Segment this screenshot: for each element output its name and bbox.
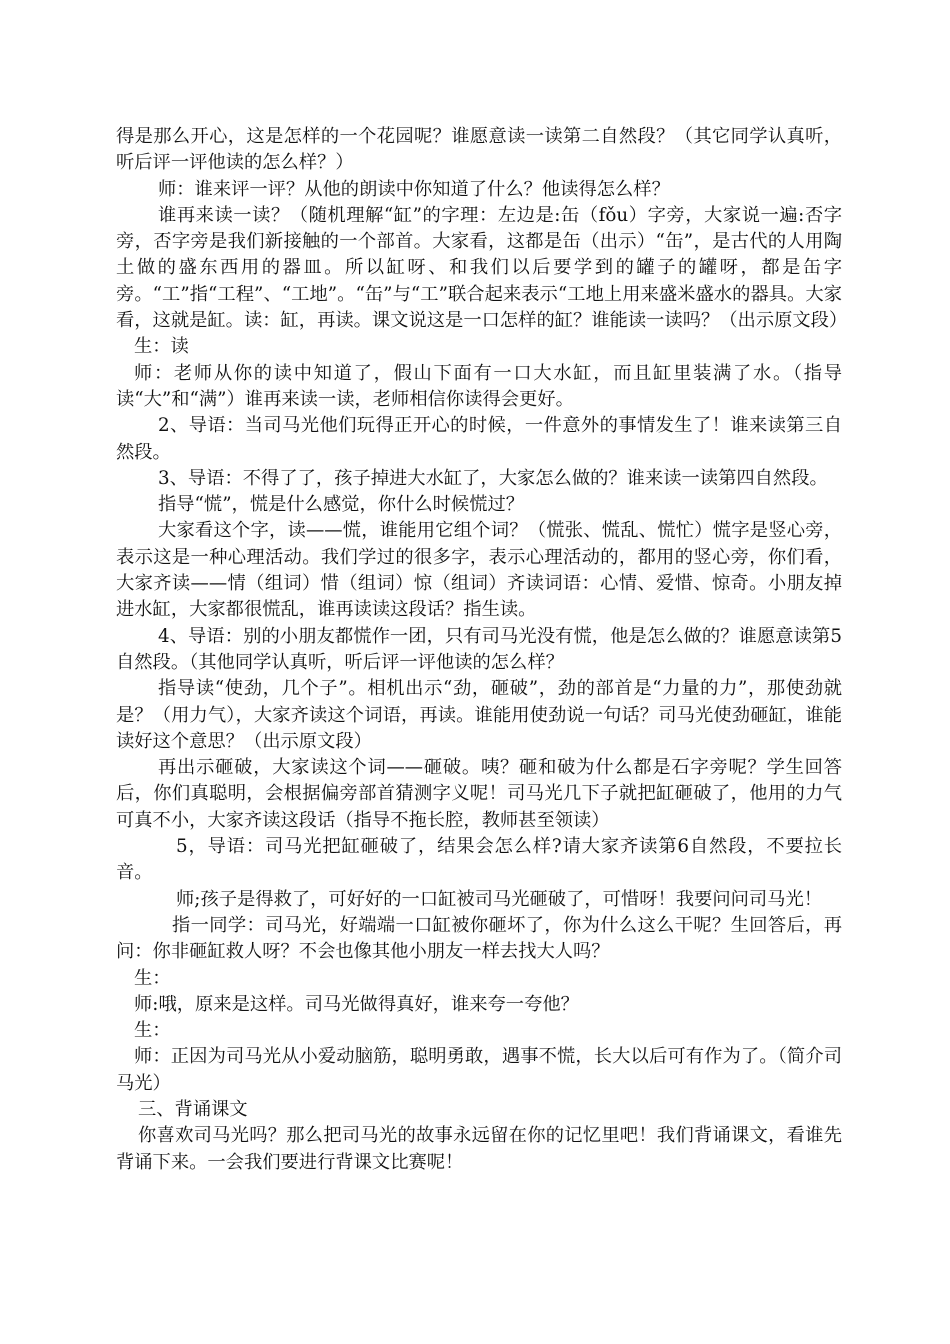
- paragraph-10: 4、导语：别的小朋友都慌作一团，只有司马光没有慌，他是怎么做的？谁愿意读第5自然段。（其他同学认真听，听后评一评他读的怎么样？: [116, 625, 842, 673]
- paragraph-8: 指导“慌”，慌是什么感觉，你什么时候慌过？: [158, 494, 525, 516]
- paragraph-6: 2、导语：当司马光他们玩得正开心的时候，一件意外的事情发生了！谁来读第三自然段。: [116, 415, 842, 463]
- paragraph-12: 再出示砸破，大家读这个词——砸破。咦？砸和破为什么都是石字旁呢？学生回答后，你们真聪明，会根据偏旁部首猜测字义呢！司马光几下子就把缸砸破了，他用的力气可真不小，大家齐读这段话（指导不拖长腔，教师甚至领读）: [116, 757, 842, 831]
- paragraph-11: 指导读“使劲，几个子”。相机出示“劲，砸破”，劲的部首是“力量的力”，那使劲就是？（用力气），大家齐读这个词语，再读。谁能用使劲说一句话？司马光使劲砸缸，谁能读好这个意思？（出示原文段）: [116, 678, 842, 752]
- paragraph-18: 生：: [134, 1020, 171, 1042]
- paragraph-3: 谁再来读一读？（随机理解“缸”的字理：左边是:缶（fǒu）字旁，大家说一遍:否字旁，否字旁是我们新接触的一个部首。大家看，这都是缶（出示）“缶”，是古代的人用陶土做的盛东西用的器皿。所以缸呀、和我们以后要学到的罐子的罐呀，都是缶字旁。“工”指“工程”、“工地”。“缶”与“工”联合起来表示“工地上用来盛米盛水的器具。大家看，这就是缸。读：缸，再读。课文说这是一口怎样的缸？谁能读一读吗？（出示原文段）: [116, 204, 848, 332]
- paragraph-16: 生：: [134, 967, 171, 989]
- paragraph-15: 指一同学：司马光，好端端一口缸被你砸坏了，你为什么这么干呢？生回答后，再问：你非砸缸救人呀？不会也像其他小朋友一样去找大人吗？: [116, 914, 842, 963]
- paragraph-21: 你喜欢司马光吗？那么把司马光的故事永远留在你的记忆里吧！我们背诵课文，看谁先背诵下来。一会我们要进行背课文比赛呢！: [116, 1125, 842, 1173]
- paragraph-7: 3、导语：不得了了，孩子掉进大水缸了，大家怎么做的？谁来读一读第四自然段。: [158, 467, 828, 489]
- paragraph-9: 大家看这个字，读——慌，谁能用它组个词？（慌张、慌乱、慌忙）慌字是竖心旁，表示这是一种心理活动。我们学过的很多字，表示心理活动的，都用的竖心旁，你们看，大家齐读——情（组词）惜（组词）惊（组词）齐读词语：心情、爱惜、惊奇。小朋友掉进水缸，大家都很慌乱，谁再读读这段话？指生读。: [116, 520, 842, 621]
- paragraph-5: 师：老师从你的读中知道了，假山下面有一口大水缸，而且缸里装满了水。（指导读“大”和“满”）谁再来读一读，老师相信你读得会更好。: [116, 362, 842, 410]
- paragraph-1: 得是那么开心，这是怎样的一个花园呢？谁愿意读一读第二自然段？（其它同学认真听，听后评一评他读的怎么样？）: [116, 126, 842, 174]
- document-body: [116, 124, 848, 1176]
- paragraph-13: 5，导语：司马光把缸砸破了，结果会怎么样?请大家齐读第6自然段，不要拉长音。: [116, 836, 842, 884]
- paragraph-14: 师;孩子是得救了，可好好的一口缸被司马光砸破了，可惜呀！我要问问司马光！: [176, 888, 823, 910]
- paragraph-2: 师：谁来评一评？从他的朗读中你知道了什么？他读得怎么样？: [158, 178, 670, 200]
- paragraph-4: 生：读: [134, 336, 189, 358]
- paragraph-17: 师:哦，原来是这样。司马光做得真好，谁来夸一夸他？: [134, 993, 579, 1015]
- paragraph-19: 师：正因为司马光从小爱动脑筋，聪明勇敢，遇事不慌，长大以后可有作为了。（简介司马光）: [116, 1046, 842, 1094]
- section-heading: 三、背诵课文: [138, 1098, 248, 1120]
